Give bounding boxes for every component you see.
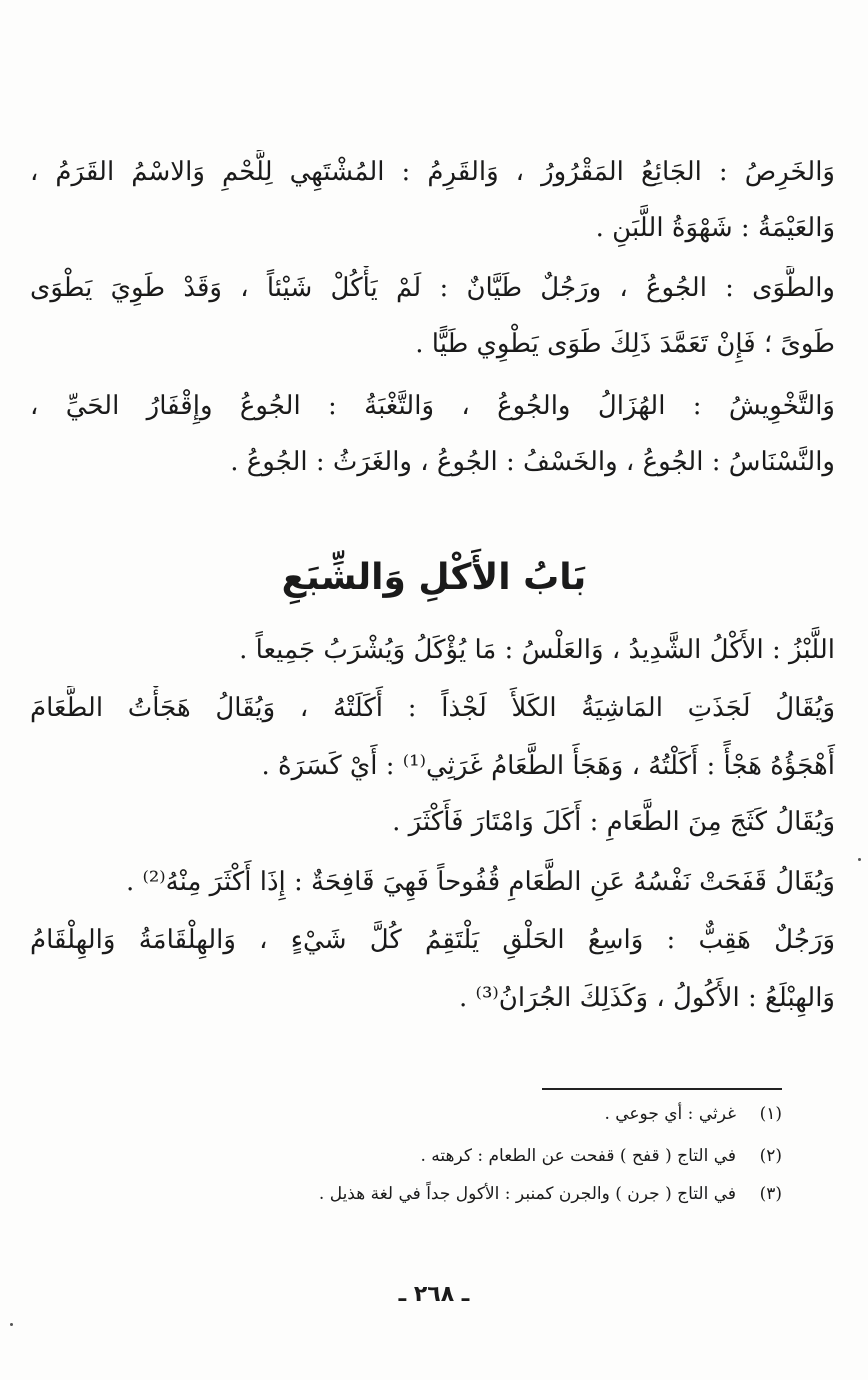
footnote (82, 1180, 782, 1208)
page-number: ـ ٢٦٨ ـ (398, 1282, 470, 1307)
footnote-text: في التاج ( قفح ) قفحت عن الطعام : كرهته . (420, 1146, 736, 1166)
text-line: وَرَجُلٌ هَقِبٌّ : وَاسِعُ الحَلْقِ يَلْتَقِمُ كُلَّ شَيْءٍ ، وَالهِلْقَامَةُ وَالهِلْقَامُ (30, 925, 835, 955)
footnote-number: (٣) (759, 1184, 782, 1204)
text-line: طَوىً ؛ فَإِنْ تَعَمَّدَ ذَلِكَ طَوَى يَطْوِي طَيًّا . (415, 329, 835, 359)
text-line: أَهْجَؤُهُ هَجْأً : أَكَلْتُهُ ، وَهَجَأَ الطَّعَامُ غَرَثِي⁽¹⁾ : أَيْ كَسَرَهُ . (261, 751, 835, 781)
text-line: وَيُقَالُ كَثَجَ مِنَ الطَّعَامِ : أَكَلَ وَامْتَارَ فَأَكْثَرَ . (392, 807, 835, 837)
footnote-text: غرثي : أي جوعي . (604, 1104, 736, 1124)
scan-speck (858, 858, 861, 861)
text-line: وَالهِبْلَعُ : الأَكُولُ ، وَكَذَلِكَ الجُرَانُ⁽³⁾ . (459, 983, 835, 1013)
text-line: وَيُقَالُ قَفَحَتْ نَفْسُهُ عَنِ الطَّعَامِ قُفُوحاً فَهِيَ قَافِحَةٌ : إِذَا أَكْثَرَ مِنْهُ⁽²⁾ . (125, 867, 835, 897)
text-line: وَالخَرِصُ : الجَائِعُ المَقْرُورُ ، وَالقَرِمُ : المُشْتَهِي لِلَّحْمِ وَالاسْمُ القَرَمُ ، (30, 157, 835, 187)
section-heading: بَابُ الأَكْلِ وَالشِّبَعِ (281, 557, 587, 598)
text-line: وَالعَيْمَةُ : شَهْوَةُ اللَّبَنِ . (595, 213, 835, 243)
footnote-text: في التاج ( جرن ) والجرن كمنبر : الأكول جداً في لغة هذيل . (318, 1184, 736, 1204)
footnote (82, 1142, 782, 1170)
text-line: والطَّوَى : الجُوعُ ، ورَجُلٌ طَيَّانٌ : لَمْ يَأْكُلْ شَيْئاً ، وَقَدْ طَوِيَ يَطْوَى (30, 273, 835, 303)
footnote-number: (٢) (759, 1146, 782, 1166)
footnote-number: (١) (759, 1104, 782, 1124)
text-line: اللَّبْزُ : الأَكْلُ الشَّدِيدُ ، وَالعَلْسُ : مَا يُؤْكَلُ وَيُشْرَبُ جَمِيعاً . (239, 635, 835, 665)
text-line: وَيُقَالُ لَجَذَتِ المَاشِيَةُ الكَلأَ لَجْذاً : أَكَلَتْهُ ، وَيُقَالُ هَجَأْتُ الطَّعَامَ (30, 693, 835, 723)
footnote-divider (542, 1088, 782, 1090)
text-line: والنَّسْنَاسُ : الجُوعُ ، والخَسْفُ : الجُوعُ ، والغَرَثُ : الجُوعُ . (230, 447, 835, 477)
scan-speck (10, 1323, 13, 1326)
footnote (82, 1100, 782, 1128)
text-line: وَالتَّخْوِيشُ : الهُزَالُ والجُوعُ ، وَالتَّغْبَةُ : الجُوعُ وإِقْفَارُ الحَيِّ ، (30, 391, 835, 421)
